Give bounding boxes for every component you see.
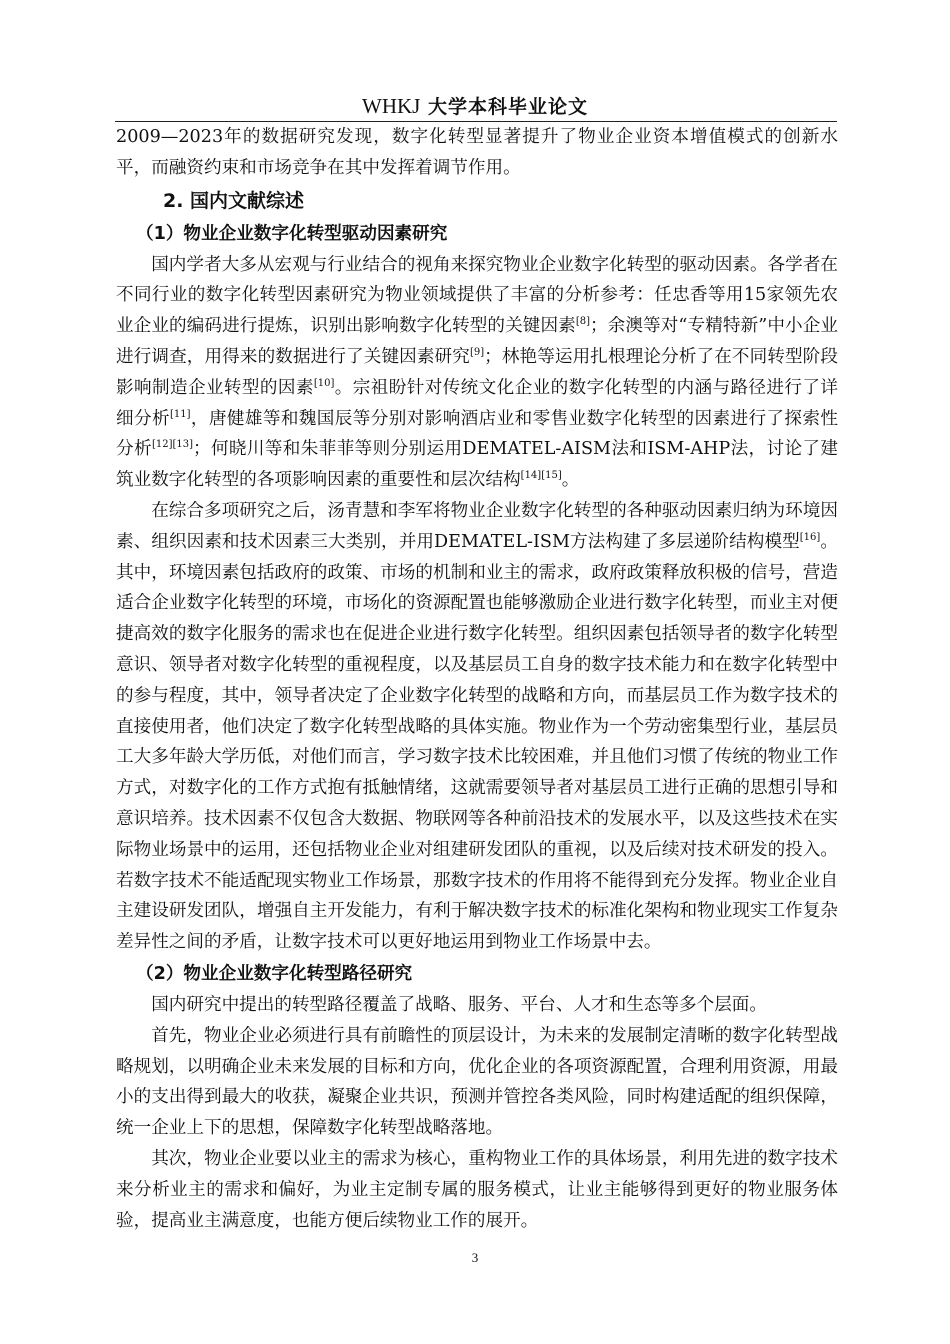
header-school-code: WHKJ [362,94,421,118]
text-segment: 在综合多项研究之后，汤青慧和李军将物业企业数字化转型的各种驱动因素归纳为环境因素、组织因素和技术因素三大类别，并用DEMATEL-ISM方法构建了多层递阶结构模型 [116,500,838,552]
page-number: 3 [471,1250,479,1265]
paragraph-drivers-review [116,250,838,496]
page-header [115,92,835,119]
paragraph-drivers-model [116,496,838,958]
text-segment: ；余澳等对“专精特新”中小企业进行调查，用得来的数据进行了关键因素研究 [116,316,838,367]
paragraph-continuation: 2009—2023年的数据研究发现，数字化转型显著提升了物业企业资本增值模式的创新水平，而融资约束和市场竞争在其中发挥着调节作用。 [116,127,838,178]
citation: [12][13] [151,439,193,451]
citation: [8] [575,316,590,328]
citation: [11] [169,408,191,420]
text-segment: ；林艳等运用扎根理论分析了在不同转型阶段影响制造企业转型的因素 [116,346,838,398]
citation: [9] [469,347,485,359]
paragraph-paths-strategy: 首先，物业企业必须进行具有前瞻性的顶层设计，为未来的发展制定清晰的数字化转型战略规划，以明确企业未来发展的目标和方向，优化企业的各项资源配置，合理利用资源，用最小的支出得到最大的收获，凝聚企业共识，预测并管控各类风险，同时构建适配的组织保障，统一企业上下的思想，保障数字化转型战略落地。 [116,1025,838,1139]
text-segment: 。 [561,470,580,491]
subheading-drivers: （1）物业企业数字化转型驱动因素研究 [136,223,448,244]
section-heading: 2. 国内文献综述 [163,189,305,212]
citation: [16] [799,531,821,543]
text-segment: ，唐健雄等和魏国辰等分别对影响酒店业和零售业数字化转型的因素进行了探索性分析 [116,408,838,460]
paragraph-paths-overview: 国内研究中提出的转型路径覆盖了战略、服务、平台、人才和生态等多个层面。 [151,994,767,1015]
text-segment: ；何晓川等和朱菲菲等则分别运用DEMATEL-AISM法和ISM-AHP法，讨论了建筑业数字化转型的各项影响因素的重要性和层次结构 [116,439,838,491]
paragraph-paths-service: 其次，物业企业要以业主的需求为核心，重构物业工作的具体场景，利用先进的数字技术来分析业主的需求和偏好，为业主定制专属的服务模式，让业主能够得到更好的物业服务体验，提高业主满意度，也能方便后续物业工作的展开。 [116,1148,838,1231]
citation: [10] [313,377,335,389]
subheading-paths: （2）物业企业数字化转型路径研究 [136,963,413,984]
text-segment: 。其中，环境因素包括政府的政策、市场的机制和业主的需求，政府政策释放积极的信号，营造适合企业数字化转型的环境，市场化的资源配置也能够激励企业进行数字化转型，而业主对便捷高效的数字化服务的需求也在促进企业进行数字化转型。组织因素包括领导者的数字化转型意识、领导者对数字化转型的重视程度，以及基层员工自身的数字技术能力和在数字化转型中的参与程度，其中，领导者决定了企业数字化转型的战略和方向，而基层员工作为数字技术的直接使用者，他们决定了数字化转型战略的具体实施。物业作为一个劳动密集型行业，基层员工大多年龄大学历低，对他们而言，学习数字技术比较困难，并且他们习惯了传统的物业工作方式，对数字化的工作方式抱有抵触情绪，这就需要领导者对基层员工进行正确的思想引导和意识培养。技术因素不仅包含大数据、物联网等各种前沿技术的发展水平，以及这些技术在实际物业场景中的运用，还包括物业企业对组建研发团队的重视，以及后续对技术研发的投入。若数字技术不能适配现实物业工作场景，那数字技术的作用将不能得到充分发挥。物业企业自主建设研发团队，增强自主开发能力，有利于解决数字技术的标准化架构和物业现实工作复杂差异性之间的矛盾，让数字技术可以更好地运用到物业工作场景中去。 [116,531,838,953]
citation: [14][15] [520,470,562,482]
header-title: 大学本科毕业论文 [420,96,588,118]
text-segment: 国内学者大多从宏观与行业结合的视角来探究物业企业数字化转型的驱动因素。各学者在不同行业的数字化转型因素研究为物业领域提供了丰富的分析参考：任忠香等用15家领先农业企业的编码进行提炼，识别出影响数字化转型的关键因素 [116,254,838,337]
text-segment: 。宗祖盼针对传统文化企业的数字化转型的内涵与路径进行了详细分析 [116,377,838,429]
document-body [116,122,838,1236]
